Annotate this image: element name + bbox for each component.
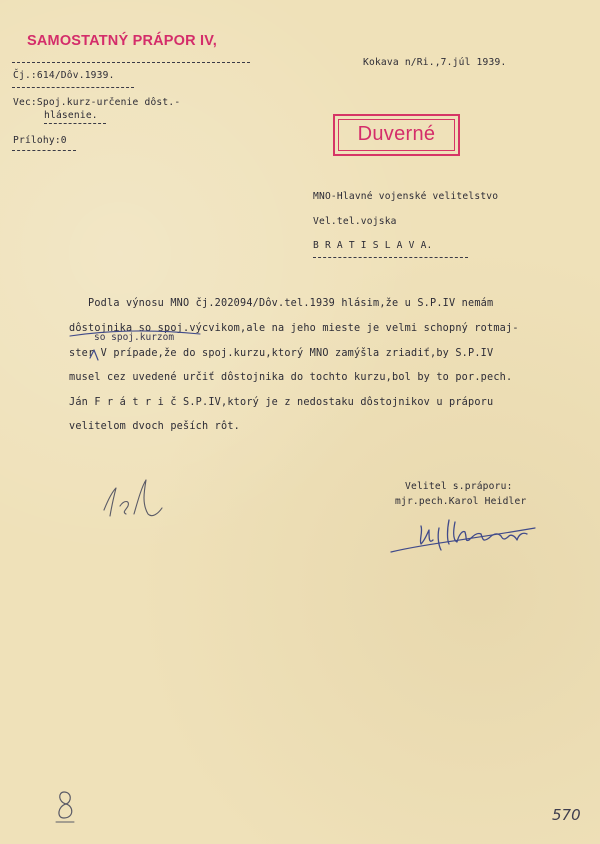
signature-name: mjr.pech.Karol Heidler [395, 496, 527, 507]
header-separator-top [12, 62, 250, 63]
confidential-stamp-text: Duverné [357, 123, 436, 145]
recipient-underline [313, 257, 468, 258]
pencil-mark-8 [52, 788, 80, 824]
unit-stamp: SAMOSTATNÝ PRÁPOR IV, [27, 33, 218, 49]
header-separator-ref [12, 87, 134, 88]
body-line-1: Podla výnosu MNO čj.202094/Dôv.tel.1939 hlásim,že u S.P.IV nemám [88, 298, 494, 309]
handwritten-signature [385, 510, 545, 560]
body-line-2: dôstojnika so spoj.výcvikom,ale na jeho mieste je velmi schopný rotmaj- [69, 323, 519, 334]
recipient-line-2: Vel.tel.vojska [313, 216, 397, 227]
insertion-mark [60, 325, 210, 365]
reference-number: Čj.:614/Dôv.1939. [13, 70, 115, 81]
confidential-stamp [333, 114, 460, 156]
body-line-3: ster V prípade,že do spoj.kurzu,ktorý MNO zamýšla zriadiť,by S.P.IV [69, 348, 494, 359]
attachments: Prílohy:0 [13, 135, 67, 146]
body-line-6: velitelom dvoch peších rôt. [69, 421, 241, 432]
folio-number: 570 [552, 806, 581, 824]
attachments-underline [12, 150, 76, 151]
subject-line-1: Vec:Spoj.kurz-určenie dôst.- [13, 97, 181, 108]
insertion-text: so spoj.kurzom [94, 332, 175, 343]
subject-line-2: hlásenie. [44, 110, 98, 121]
body-line-4: musel cez uvedené určiť dôstojnika do tochto kurzu,bol by to por.pech. [69, 372, 513, 383]
place-date: Kokava n/Ri.,7.júl 1939. [363, 57, 507, 68]
signature-title: Velitel s.práporu: [405, 481, 513, 492]
pencil-initials [92, 470, 182, 530]
subject-underline [44, 123, 106, 124]
recipient-line-3: B R A T I S L A V A. [313, 240, 433, 251]
recipient-line-1: MNO-Hlavné vojenské velitelstvo [313, 191, 499, 202]
body-line-5: Ján F r á t r i č S.P.IV,ktorý je z nedostaku dôstojnikov u práporu [69, 397, 494, 408]
